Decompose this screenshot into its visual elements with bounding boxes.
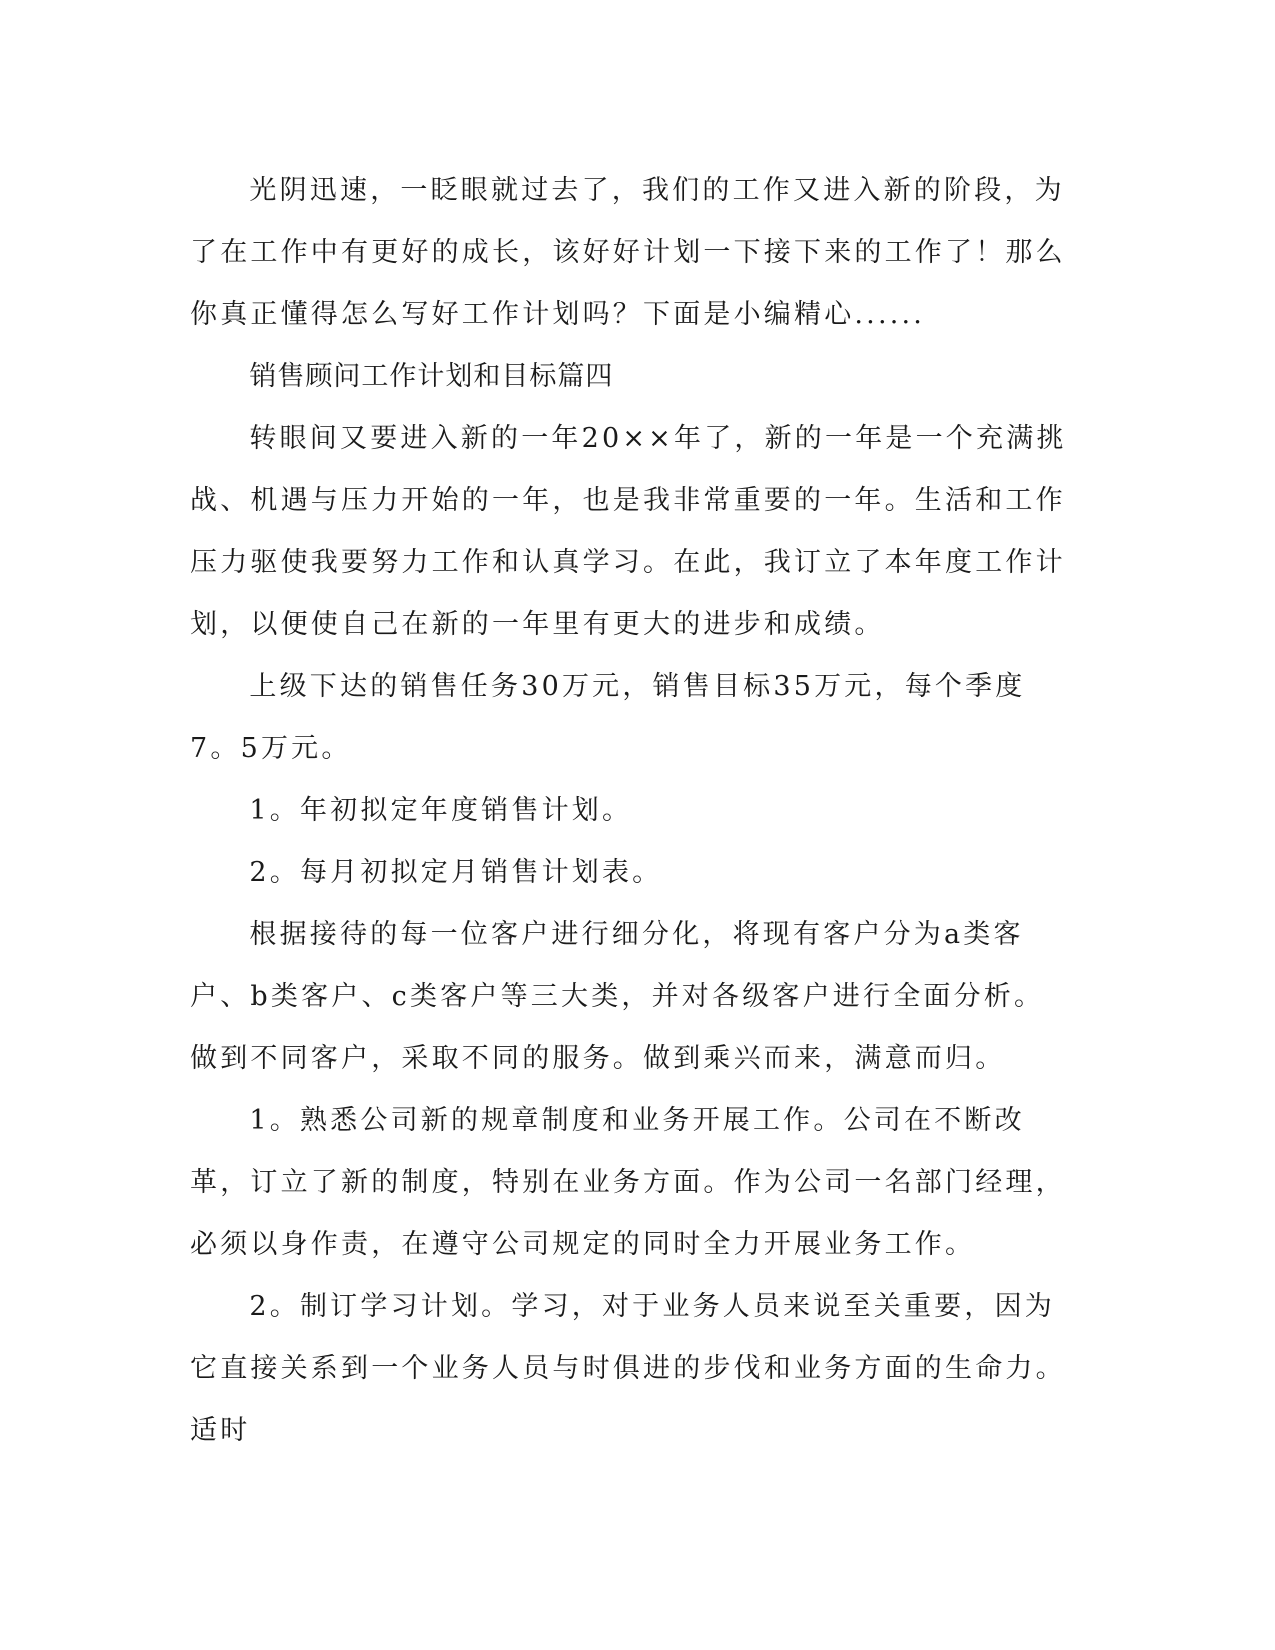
- intro-paragraph: 光阴迅速，一眨眼就过去了，我们的工作又进入新的阶段，为了在工作中有更好的成长，该好好计划一下接下来的工作了！那么你真正懂得怎么写好工作计划吗？下面是小编精心......: [190, 175, 1066, 330]
- list-item: 2。制订学习计划。学习，对于业务人员来说至关重要，因为它直接关系到一个业务人员与时俱进的步伐和业务方面的生命力。适时: [190, 1291, 1066, 1446]
- document-body: [190, 160, 1070, 1462]
- list-item: 1。熟悉公司新的规章制度和业务开展工作。公司在不断改革，订立了新的制度，特别在业务方面。作为公司一名部门经理，必须以身作责，在遵守公司规定的同时全力开展业务工作。: [190, 1105, 1066, 1260]
- list-item: 2。每月初拟定月销售计划表。: [249, 857, 663, 888]
- section-heading: 销售顾问工作计划和目标篇四: [249, 361, 614, 392]
- body-paragraph: 转眼间又要进入新的一年20××年了，新的一年是一个充满挑战、机遇与压力开始的一年，也是我非常重要的一年。生活和工作压力驱使我要努力工作和认真学习。在此，我订立了本年度工作计划，以便使自己在新的一年里有更大的进步和成绩。: [190, 423, 1067, 640]
- sales-target-paragraph: 上级下达的销售任务30万元，销售目标35万元，每个季度7。5万元。: [190, 671, 1026, 764]
- list-item: 1。年初拟定年度销售计划。: [249, 795, 633, 826]
- body-paragraph: 根据接待的每一位客户进行细分化，将现有客户分为a类客户、b类客户、c类客户等三大类，并对各级客户进行全面分析。做到不同客户，采取不同的服务。做到乘兴而来，满意而归。: [190, 919, 1045, 1074]
